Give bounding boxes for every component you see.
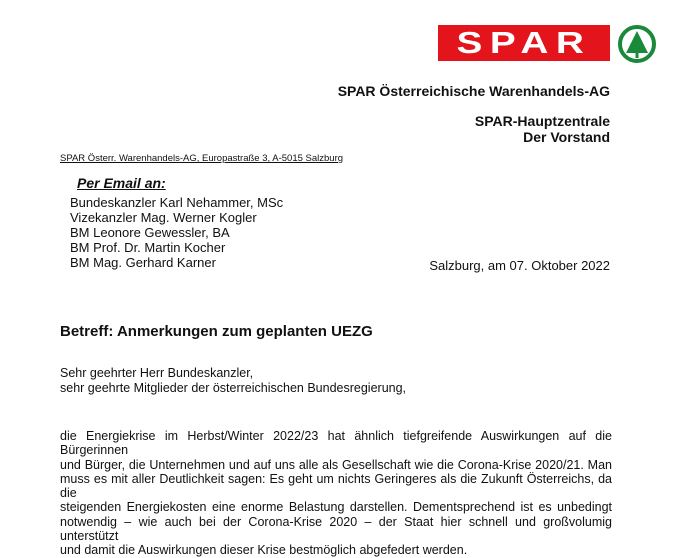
company-name: SPAR Österreichische Warenhandels-AG — [337, 83, 610, 99]
body-line: steigenden Energiekosten eine enorme Belastung darstellen. Dementsprechend ist es unbedingt — [60, 500, 612, 515]
subject-line: Betreff: Anmerkungen zum geplanten UEZG — [60, 323, 373, 340]
department: SPAR-Hauptzentrale — [474, 113, 610, 129]
recipient: BM Prof. Dr. Martin Kocher — [70, 240, 226, 255]
sender-address: SPAR Österr. Warenhandels-AG, Europastraße 3, A-5015 Salzburg — [60, 153, 344, 164]
salutation — [60, 366, 406, 395]
per-email-heading: Per Email an: — [77, 175, 166, 191]
body-line: muss es mit aller Deutlichkeit sagen: Es geht um nichts Geringeres als die Zukunft Österreichs, da die — [60, 471, 612, 501]
body-paragraph — [60, 429, 612, 558]
spar-tree-icon — [617, 24, 657, 64]
salutation-line: Sehr geehrter Herr Bundeskanzler, — [60, 366, 254, 380]
body-line: die Energiekrise im Herbst/Winter 2022/23 hat ähnlich tiefgreifende Auswirkungen auf die Bürgerinnen — [60, 429, 612, 458]
date-line: Salzburg, am 07. Oktober 2022 — [429, 258, 610, 273]
board: Der Vorstand — [523, 129, 610, 145]
spar-logo — [438, 25, 610, 61]
body-line: und Bürger, die Unternehmen und auf uns alle als Gesellschaft wie die Corona-Krise 2020/21. Man — [60, 457, 612, 472]
recipient: Bundeskanzler Karl Nehammer, MSc — [70, 195, 284, 210]
recipient: BM Mag. Gerhard Karner — [70, 255, 216, 270]
body-line: und damit die Auswirkungen dieser Krise bestmöglich abgefedert werden. — [60, 543, 468, 558]
recipient: BM Leonore Gewessler, BA — [70, 225, 230, 240]
body-line: notwendig – wie auch bei der Corona-Krise 2020 – der Staat hier schnell und großvolumig unterstützt — [60, 514, 612, 544]
salutation-line: sehr geehrte Mitglieder der österreichischen Bundesregierung, — [60, 380, 407, 395]
logo-text: SPAR — [456, 25, 592, 60]
recipient-list — [70, 195, 283, 270]
recipient: Vizekanzler Mag. Werner Kogler — [70, 210, 257, 225]
